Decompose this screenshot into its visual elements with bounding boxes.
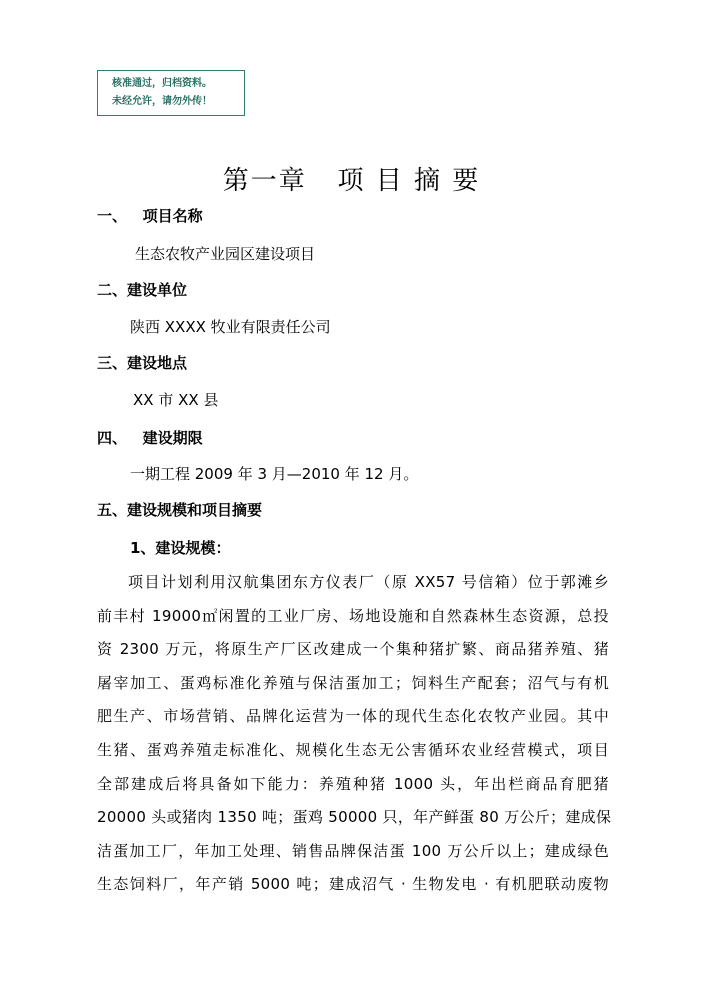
- paragraph-line: 生态饲料厂，年产销 5000 吨；建成沼气 · 生物发电 · 有机肥联动废物: [97, 875, 609, 894]
- location-value: XX 市 XX 县: [133, 391, 219, 409]
- paragraph-line: 20000 头或猪肉 1350 吨；蛋鸡 50000 只，年产鲜蛋 80 万公斤；建成保: [97, 808, 612, 827]
- stamp-line-1: 核准通过，归档资料。: [112, 78, 212, 89]
- paragraph-line: 肥生产、市场营销、品牌化运营为一体的现代生态化农牧产业园。其中: [97, 707, 609, 726]
- section-heading-scale-summary: 五、建设规模和项目摘要: [97, 501, 263, 519]
- section-heading-construction-unit: 二、建设单位: [97, 281, 188, 299]
- chapter-title: 第一章 项 目 摘 要: [222, 166, 481, 196]
- project-name-value: 生态农牧产业园区建设项目: [135, 245, 316, 263]
- paragraph-line: 洁蛋加工厂，年加工处理、销售品牌保洁蛋 100 万公斤以上；建成绿色: [97, 841, 609, 860]
- paragraph-line: 前丰村 19000㎡闲置的工业厂房、场地设施和自然森林生态资源，总投: [97, 606, 609, 625]
- section-heading-location: 三、建设地点: [97, 354, 188, 372]
- confidential-stamp: [97, 70, 245, 116]
- scale-description-paragraph: [97, 566, 612, 902]
- paragraph-line: 资 2300 万元，将原生产厂区改建成一个集种猪扩繁、商品猪养殖、猪: [97, 640, 609, 659]
- section-heading-period: 四、 建设期限: [97, 429, 203, 447]
- construction-unit-value: 陕西 XXXX 牧业有限责任公司: [130, 318, 331, 336]
- paragraph-line: 全部建成后将具备如下能力：养殖种猪 1000 头，年出栏商品育肥猪: [97, 774, 609, 793]
- paragraph-line: 屠宰加工、蛋鸡标准化养殖与保洁蛋加工；饲料生产配套；沼气与有机: [97, 673, 609, 692]
- section-heading-project-name: 一、 项目名称: [97, 207, 203, 225]
- paragraph-line: 项目计划利用汉航集团东方仪表厂（原 XX57 号信箱）位于郭滩乡: [128, 573, 609, 591]
- stamp-line-2: 未经允许，请勿外传！: [112, 96, 212, 107]
- period-value: 一期工程 2009 年 3 月—2010 年 12 月。: [130, 465, 419, 483]
- subheading-construction-scale: 1、建设规模：: [130, 539, 231, 557]
- paragraph-line: 生猪、蛋鸡养殖走标准化、规模化生态无公害循环农业经营模式，项目: [97, 740, 609, 759]
